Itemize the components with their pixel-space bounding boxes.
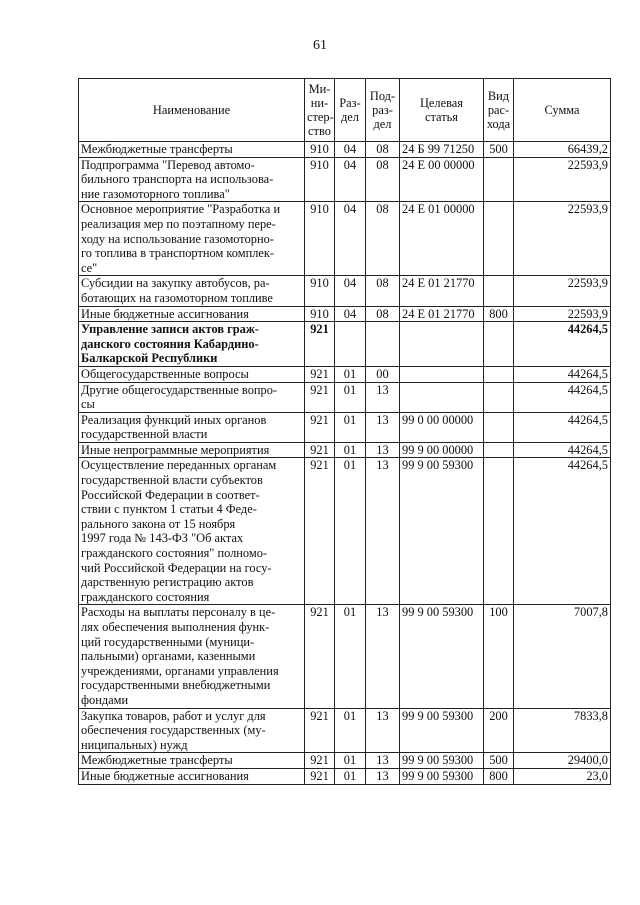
cell-subsection: 13 bbox=[366, 768, 400, 784]
cell-target: 99 9 00 59300 bbox=[400, 708, 484, 753]
cell-section: 01 bbox=[335, 366, 366, 382]
cell-expense-type bbox=[484, 202, 514, 276]
cell-target: 99 9 00 59300 bbox=[400, 768, 484, 784]
cell-amount: 44264,5 bbox=[514, 382, 611, 412]
cell-name: Подпрограмма "Перевод автомо- бильного транспорта на использова- ние газомоторного топлива" bbox=[79, 157, 305, 202]
cell-expense-type bbox=[484, 458, 514, 605]
cell-ministry: 921 bbox=[305, 442, 335, 458]
cell-section: 01 bbox=[335, 768, 366, 784]
cell-subsection: 13 bbox=[366, 605, 400, 708]
cell-name: Расходы на выплаты персоналу в це- лях обеспечения выполнения функ- ций государственными (муници- пальными) органами, казенными учреждениями, органами управления государственными внебюджетными фондами bbox=[79, 605, 305, 708]
cell-ministry: 910 bbox=[305, 157, 335, 202]
cell-amount: 44264,5 bbox=[514, 442, 611, 458]
cell-target: 99 9 00 59300 bbox=[400, 753, 484, 769]
cell-target bbox=[400, 322, 484, 367]
cell-ministry: 921 bbox=[305, 412, 335, 442]
cell-ministry: 910 bbox=[305, 276, 335, 306]
cell-amount: 22593,9 bbox=[514, 276, 611, 306]
table-body bbox=[79, 142, 611, 785]
cell-subsection: 13 bbox=[366, 753, 400, 769]
table-row bbox=[79, 442, 611, 458]
cell-subsection: 08 bbox=[366, 202, 400, 276]
cell-amount: 22593,9 bbox=[514, 157, 611, 202]
cell-name: Управление записи актов граж- данского состояния Кабардино- Балкарской Республики bbox=[79, 322, 305, 367]
cell-ministry: 910 bbox=[305, 202, 335, 276]
cell-name: Иные непрограммные мероприятия bbox=[79, 442, 305, 458]
cell-target bbox=[400, 366, 484, 382]
budget-table bbox=[78, 78, 611, 785]
cell-amount: 44264,5 bbox=[514, 458, 611, 605]
cell-expense-type: 500 bbox=[484, 753, 514, 769]
cell-section: 01 bbox=[335, 458, 366, 605]
cell-amount: 66439,2 bbox=[514, 142, 611, 158]
cell-section bbox=[335, 322, 366, 367]
cell-name: Основное мероприятие "Разработка и реализация мер по поэтапному пере- ходу на использование газомоторно- го топлива в транспортном комплек- се" bbox=[79, 202, 305, 276]
table-row bbox=[79, 382, 611, 412]
cell-ministry: 910 bbox=[305, 142, 335, 158]
cell-amount: 44264,5 bbox=[514, 322, 611, 367]
cell-subsection: 13 bbox=[366, 442, 400, 458]
cell-amount: 7007,8 bbox=[514, 605, 611, 708]
cell-ministry: 921 bbox=[305, 753, 335, 769]
cell-section: 01 bbox=[335, 605, 366, 708]
cell-expense-type bbox=[484, 382, 514, 412]
cell-expense-type bbox=[484, 322, 514, 367]
cell-subsection: 13 bbox=[366, 382, 400, 412]
cell-ministry: 921 bbox=[305, 458, 335, 605]
table-row bbox=[79, 458, 611, 605]
cell-target: 99 9 00 59300 bbox=[400, 458, 484, 605]
cell-section: 04 bbox=[335, 142, 366, 158]
cell-section: 01 bbox=[335, 382, 366, 412]
table-row bbox=[79, 306, 611, 322]
table-row bbox=[79, 142, 611, 158]
cell-ministry: 921 bbox=[305, 322, 335, 367]
table-row bbox=[79, 157, 611, 202]
cell-expense-type bbox=[484, 276, 514, 306]
cell-section: 04 bbox=[335, 202, 366, 276]
cell-name: Иные бюджетные ассигнования bbox=[79, 306, 305, 322]
cell-name: Общегосударственные вопросы bbox=[79, 366, 305, 382]
cell-target: 24 Е 01 21770 bbox=[400, 276, 484, 306]
cell-amount: 23,0 bbox=[514, 768, 611, 784]
cell-name: Межбюджетные трансферты bbox=[79, 142, 305, 158]
cell-amount: 7833,8 bbox=[514, 708, 611, 753]
table-row bbox=[79, 605, 611, 708]
table-row bbox=[79, 202, 611, 276]
cell-target: 99 9 00 00000 bbox=[400, 442, 484, 458]
cell-section: 01 bbox=[335, 753, 366, 769]
header-expense-type: Вид рас- хода bbox=[484, 79, 514, 142]
cell-subsection bbox=[366, 322, 400, 367]
cell-ministry: 921 bbox=[305, 768, 335, 784]
cell-expense-type: 500 bbox=[484, 142, 514, 158]
cell-amount: 44264,5 bbox=[514, 366, 611, 382]
cell-target: 24 Е 01 21770 bbox=[400, 306, 484, 322]
cell-target bbox=[400, 382, 484, 412]
table-row bbox=[79, 322, 611, 367]
cell-expense-type bbox=[484, 412, 514, 442]
cell-expense-type: 800 bbox=[484, 768, 514, 784]
cell-subsection: 13 bbox=[366, 412, 400, 442]
cell-name: Осуществление переданных органам государственной власти субъектов Российской Федерации в соответ- ствии с пунктом 1 статьи 4 Феде- рального закона от 15 ноября 1997 года № 143-ФЗ "Об актах гражданского состояния" полномо- чий Российской Федерации на госу- дарственную регистрацию актов гражданского состояния bbox=[79, 458, 305, 605]
cell-ministry: 921 bbox=[305, 605, 335, 708]
cell-ministry: 921 bbox=[305, 708, 335, 753]
cell-subsection: 08 bbox=[366, 306, 400, 322]
header-target: Целевая статья bbox=[400, 79, 484, 142]
cell-subsection: 08 bbox=[366, 157, 400, 202]
header-ministry: Ми- ни- стер- ство bbox=[305, 79, 335, 142]
cell-amount: 22593,9 bbox=[514, 306, 611, 322]
table-row bbox=[79, 366, 611, 382]
cell-subsection: 08 bbox=[366, 276, 400, 306]
header-section: Раз- дел bbox=[335, 79, 366, 142]
table-row bbox=[79, 412, 611, 442]
cell-amount: 22593,9 bbox=[514, 202, 611, 276]
header-name: Наименование bbox=[79, 79, 305, 142]
cell-name: Межбюджетные трансферты bbox=[79, 753, 305, 769]
cell-expense-type bbox=[484, 157, 514, 202]
cell-ministry: 910 bbox=[305, 306, 335, 322]
header-amount: Сумма bbox=[514, 79, 611, 142]
cell-ministry: 921 bbox=[305, 382, 335, 412]
cell-section: 01 bbox=[335, 708, 366, 753]
cell-subsection: 00 bbox=[366, 366, 400, 382]
table-header-row bbox=[79, 79, 611, 142]
cell-section: 04 bbox=[335, 157, 366, 202]
cell-expense-type: 100 bbox=[484, 605, 514, 708]
cell-target: 99 9 00 59300 bbox=[400, 605, 484, 708]
table-row bbox=[79, 708, 611, 753]
cell-amount: 29400,0 bbox=[514, 753, 611, 769]
cell-name: Субсидии на закупку автобусов, ра- ботающих на газомоторном топливе bbox=[79, 276, 305, 306]
cell-expense-type bbox=[484, 442, 514, 458]
cell-subsection: 13 bbox=[366, 458, 400, 605]
cell-expense-type bbox=[484, 366, 514, 382]
cell-target: 24 Б 99 71250 bbox=[400, 142, 484, 158]
header-subsection: Под- раз- дел bbox=[366, 79, 400, 142]
cell-name: Реализация функций иных органов государственной власти bbox=[79, 412, 305, 442]
cell-target: 24 Е 00 00000 bbox=[400, 157, 484, 202]
page-number: 61 bbox=[313, 38, 327, 53]
cell-section: 04 bbox=[335, 306, 366, 322]
cell-target: 24 Е 01 00000 bbox=[400, 202, 484, 276]
table-row bbox=[79, 768, 611, 784]
cell-name: Иные бюджетные ассигнования bbox=[79, 768, 305, 784]
cell-subsection: 08 bbox=[366, 142, 400, 158]
cell-name: Закупка товаров, работ и услуг для обеспечения государственных (му- ниципальных) нужд bbox=[79, 708, 305, 753]
cell-name: Другие общегосударственные вопро- сы bbox=[79, 382, 305, 412]
cell-section: 04 bbox=[335, 276, 366, 306]
table-row bbox=[79, 753, 611, 769]
cell-section: 01 bbox=[335, 442, 366, 458]
table-row bbox=[79, 276, 611, 306]
cell-expense-type: 200 bbox=[484, 708, 514, 753]
cell-expense-type: 800 bbox=[484, 306, 514, 322]
cell-ministry: 921 bbox=[305, 366, 335, 382]
cell-target: 99 0 00 00000 bbox=[400, 412, 484, 442]
cell-subsection: 13 bbox=[366, 708, 400, 753]
cell-amount: 44264,5 bbox=[514, 412, 611, 442]
cell-section: 01 bbox=[335, 412, 366, 442]
